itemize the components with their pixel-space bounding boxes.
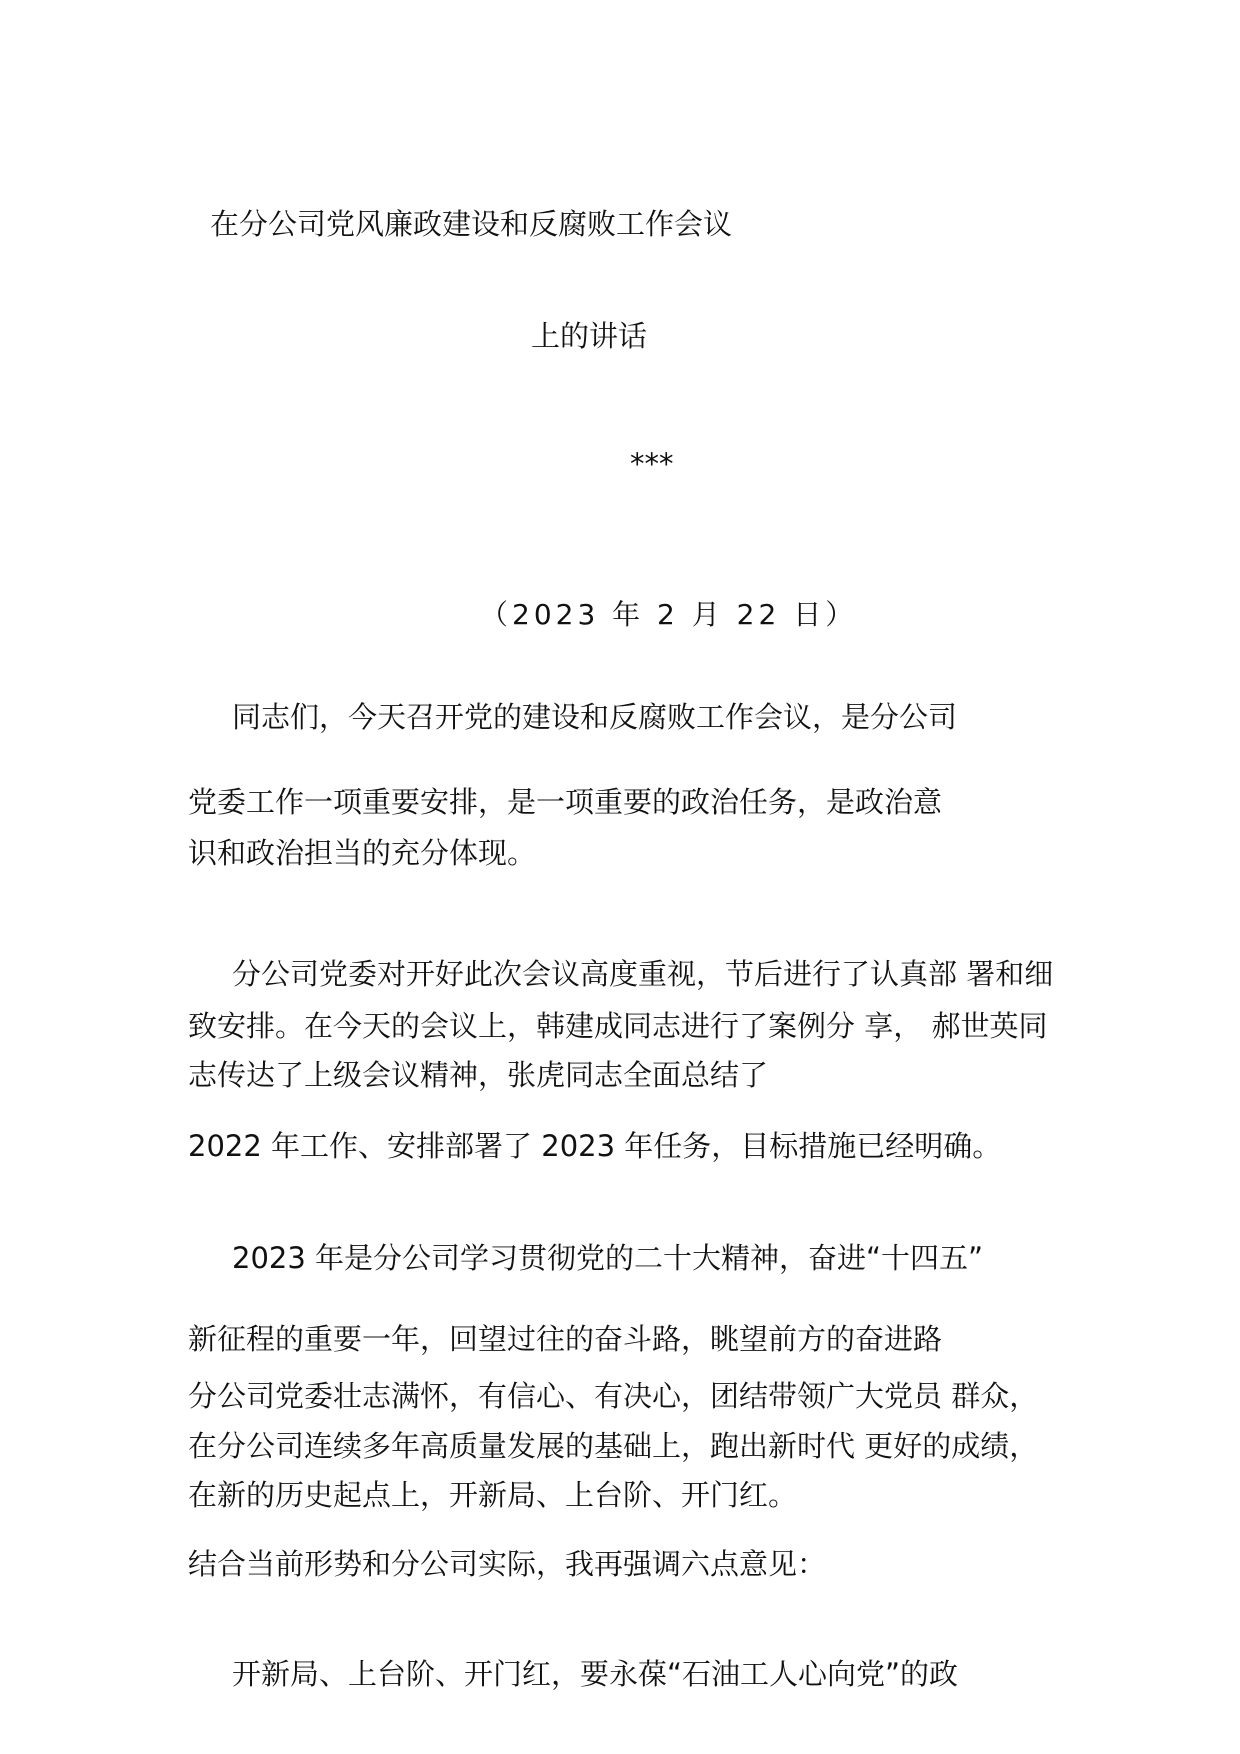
paragraph-3-line-3: 分公司党委壮志满怀，有信心、有决心，团结带领广大党员 群众，	[188, 1379, 1039, 1413]
paragraph-2-line-4: 2022 年工作、安排部署了 2023 年任务，目标措施已经明确。	[188, 1129, 1002, 1163]
paragraph-1-line-1: 同志们，今天召开党的建设和反腐败工作会议，是分公司	[232, 700, 958, 734]
paragraph-2-line-2: 致安排。在今天的会议上，韩建成同志进行了案例分 享， 郝世英同	[188, 1009, 1048, 1043]
paragraph-3-line-4: 在分公司连续多年高质量发展的基础上，跑出新时代 更好的成绩，	[188, 1429, 1039, 1463]
paragraph-1-line-3: 识和政治担当的充分体现。	[188, 836, 537, 870]
paragraph-2-line-1: 分公司党委对开好此次会议高度重视，节后进行了认真部 署和细	[232, 957, 1054, 991]
paragraph-4-line-1: 开新局、上台阶、开门红，要永葆“石油工人心向党”的政	[232, 1657, 959, 1691]
paragraph-3-line-2: 新征程的重要一年，回望过往的奋斗路，眺望前方的奋进路	[188, 1322, 943, 1356]
author: ***	[630, 447, 674, 481]
paragraph-2-line-3: 志传达了上级会议精神，张虎同志全面总结了	[188, 1058, 769, 1092]
paragraph-3-line-1: 2023 年是分公司学习贯彻党的二十大精神，奋进“十四五”	[232, 1241, 984, 1275]
paragraph-3-line-6: 结合当前形势和分公司实际，我再强调六点意见：	[188, 1547, 827, 1581]
paragraph-3-line-5: 在新的历史起点上，开新局、上台阶、开门红。	[188, 1478, 798, 1512]
title-line-1: 在分公司党风廉政建设和反腐败工作会议	[210, 207, 733, 241]
title-line-2: 上的讲话	[531, 319, 648, 353]
date: （2023 年 2 月 22 日）	[480, 598, 858, 631]
paragraph-1-line-2: 党委工作一项重要安排，是一项重要的政治任务，是政治意	[188, 785, 943, 819]
